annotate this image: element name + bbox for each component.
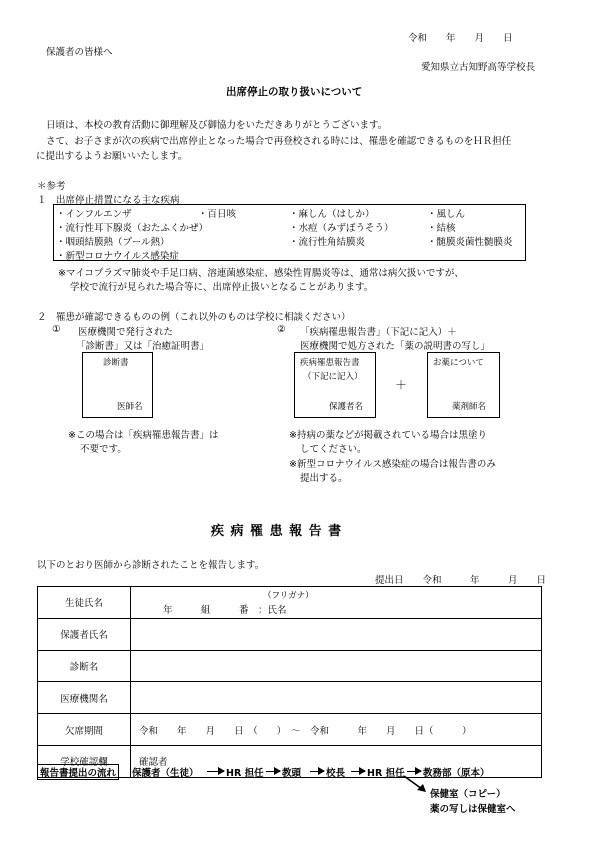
notice-para2-line1: さて、お子さまが次の疾病で出席停止となった場合で再登校される時には、罹患を確認できるものをＨＲ担任: [46, 136, 512, 147]
box-sign: 医師名: [117, 402, 143, 412]
diagnosis-certificate-box: [82, 352, 153, 418]
medicine-info-box: [427, 352, 500, 418]
notice-title: 出席停止の取り扱いについて: [226, 86, 363, 98]
option1-note-line2: 不要です。: [80, 444, 127, 455]
label-absence-period: 欠席期間: [38, 714, 131, 746]
option1-note-line1: ※この場合は「疾病罹患報告書」は: [68, 430, 219, 441]
flow-step: 保護者（生徒）: [132, 768, 199, 779]
box-title: お薬について: [433, 358, 484, 368]
disease-item: ・麻しん（はしか）: [289, 209, 375, 220]
disease-item: ・新型コロナウイルス感染症: [56, 251, 179, 262]
branch-health-room: 保健室（コピー）: [430, 789, 506, 800]
box-title: 疾病罹患報告書: [300, 358, 360, 368]
report-form-box: [294, 352, 376, 418]
flow-label: 報告書提出の流れ: [37, 764, 119, 780]
flow-arrow: [266, 771, 280, 772]
flow-arrow: [407, 771, 421, 772]
disease-item: ・流行性角結膜炎: [289, 237, 366, 248]
grade-class-number: 年 組 番 ：氏名: [163, 605, 287, 616]
option2-note2-line2: 提出する。: [300, 473, 348, 484]
notice-para1: 日頃は、本校の教育活動に御理解及び御協力をいただきありがとうございます。: [46, 120, 388, 131]
option2-line2: 医療機関で処方された「薬の説明書の写し」: [300, 341, 491, 352]
flow-step: 教務部（原本）: [423, 768, 490, 779]
box-sign: 保護者名: [329, 402, 364, 412]
box-sign: 薬剤師名: [452, 402, 487, 412]
label-medical-institution: 医療機関名: [38, 682, 131, 714]
flow-arrow: [310, 771, 324, 772]
box-subtitle: （下記に記入）: [303, 372, 363, 382]
option1-line2: 「診断書」又は「治癒証明書」: [76, 341, 210, 352]
disease-item: ・百日咳: [198, 209, 237, 220]
option2-note1-line2: してください。: [300, 444, 367, 455]
label-diagnosis: 診断名: [38, 650, 131, 682]
label-school-confirmation: 学校確認欄: [38, 745, 131, 777]
student-name-field[interactable]: [131, 587, 542, 619]
option2-line1: 「疾病罹患報告書」（下記に記入）＋: [300, 327, 457, 338]
recipient: 保護者の皆様へ: [46, 47, 113, 58]
flow-step: 教頭: [282, 768, 302, 779]
flow-arrow: [351, 771, 365, 772]
report-table: [37, 586, 542, 778]
label-guardian-name: 保護者氏名: [38, 618, 131, 650]
date-line: 令和 年 月 日: [408, 33, 513, 44]
disease-item: ・咽頭結膜熱（プール熱）: [56, 237, 170, 248]
note1-line2: 学校で流行が見られた場合等に、出席停止扱いとなることがあります。: [70, 282, 374, 293]
diagnosis-field[interactable]: [131, 650, 542, 682]
flow-step: HR 担任: [367, 768, 405, 779]
option2-number: ②: [277, 324, 286, 335]
box-title: 診断書: [103, 358, 129, 368]
option1-line1: 医療機関で発行された: [78, 327, 174, 338]
disease-item: ・髄膜炎菌性髄膜炎: [427, 237, 513, 248]
option2-note2-line1: ※新型コロナウイルス感染症の場合は報告書のみ: [289, 459, 496, 470]
note1-line1: ※マイコプラズマ肺炎や手足口病、溶連菌感染症、感染性胃腸炎等は、通常は病欠扱いですが、: [58, 268, 464, 279]
school-confirmation-field: 確認者: [131, 745, 542, 777]
section2-title: ２ 罹患が確認できるものの例（これ以外のものは学校に相談ください）: [37, 312, 351, 323]
table-row: [38, 714, 542, 746]
label-student-name: 生徒氏名: [38, 587, 131, 619]
flow-step: 校長: [326, 768, 346, 779]
guardian-name-field[interactable]: [131, 618, 542, 650]
medical-institution-field[interactable]: [131, 682, 542, 714]
report-title: 疾 病 罹 患 報 告 書: [211, 524, 343, 539]
absence-period-field[interactable]: 令和 年 月 日 （ ） ～ 令和 年 月 日（ ）: [131, 714, 542, 746]
reference-heading: ＊参考: [37, 181, 66, 192]
table-row: [38, 650, 542, 682]
branch-medicine-copy: 薬の写しは保健室へ: [430, 804, 516, 815]
disease-item: ・インフルエンザ: [56, 209, 132, 220]
notice-para2-line2: に提出するようお願いいたします。: [36, 151, 188, 162]
section1-title: １ 出席停止措置になる主な疾病: [37, 195, 180, 206]
sender: 愛知県立古知野高等学校長: [421, 62, 536, 73]
furigana-label: （フリガナ）: [263, 591, 314, 601]
submit-date: 提出日 令和 年 月 日: [375, 575, 547, 586]
table-row: [38, 618, 542, 650]
option1-number: ①: [52, 324, 61, 335]
disease-item: ・水痘（みずぼうそう）: [289, 223, 394, 234]
table-row: [38, 587, 542, 619]
disease-item: ・流行性耳下腺炎（おたふくかぜ）: [56, 223, 209, 234]
table-row: [38, 682, 542, 714]
flow-arrow: [207, 771, 224, 772]
plus-sign: ＋: [395, 378, 408, 392]
report-intro: 以下のとおり医師から診断されたことを報告します。: [37, 560, 265, 571]
flow-step: HR 担任: [226, 768, 264, 779]
disease-item: ・結核: [427, 223, 456, 234]
option2-note1-line1: ※持病の薬などが掲載されている場合は黒塗り: [289, 430, 487, 441]
disease-item: ・風しん: [427, 209, 466, 220]
